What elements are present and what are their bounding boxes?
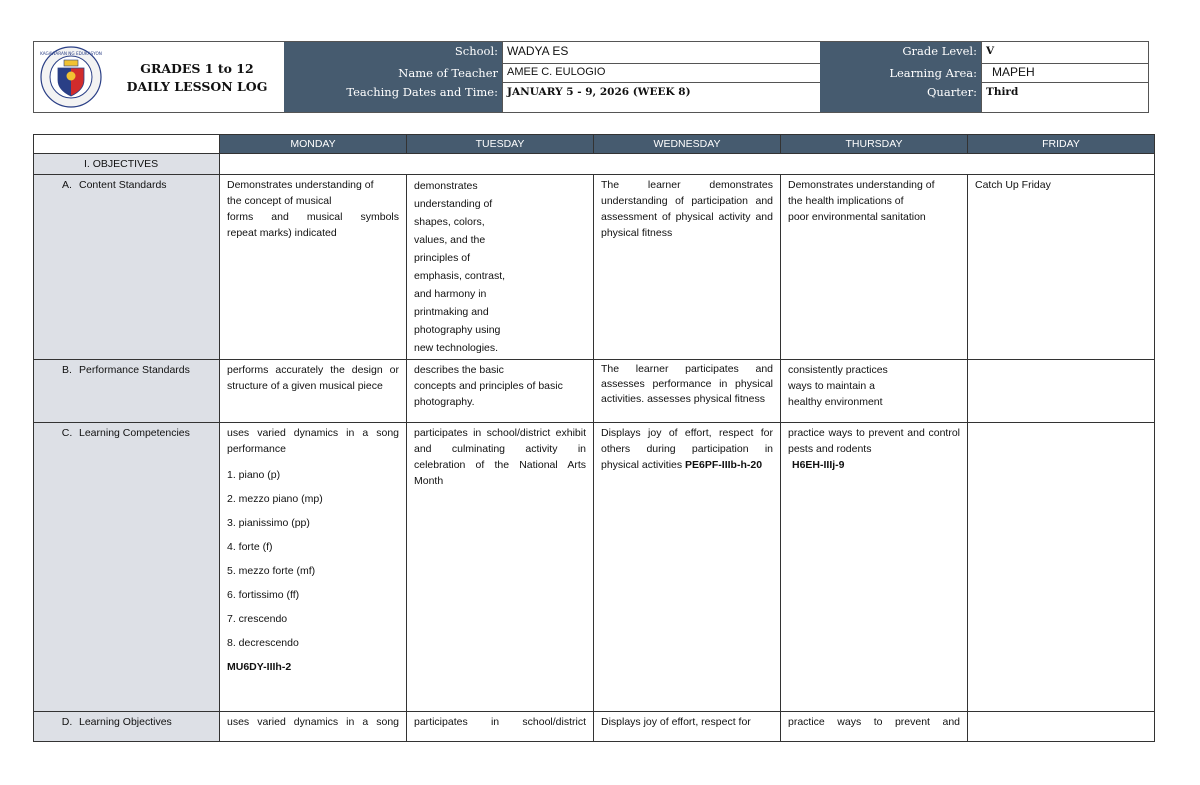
day-friday: FRIDAY — [968, 135, 1155, 154]
teacher-value[interactable]: AMEE C. EULOGIO — [502, 64, 820, 83]
learning-objectives-row — [34, 712, 1155, 742]
quarter-value[interactable]: Third — [981, 83, 1148, 112]
text-line: the health implications of — [788, 195, 904, 207]
performance-friday[interactable] — [968, 360, 1155, 423]
performance-wednesday[interactable]: The learner participates and assesses performance in physical activities. assesses physical fitness — [594, 360, 781, 423]
objectives-thursday[interactable]: practice ways to prevent and — [781, 712, 968, 742]
header-row-dates — [284, 83, 1148, 112]
section-label: Learning Competencies — [79, 427, 190, 439]
title-grades: GRADES 1 to 12 — [140, 61, 254, 76]
objectives-tuesday[interactable]: participates in school/district — [407, 712, 594, 742]
content-thursday[interactable] — [781, 175, 968, 360]
performance-tuesday[interactable] — [407, 360, 594, 423]
header-row-school — [284, 42, 1148, 64]
text-line: Demonstrates understanding of — [788, 179, 935, 191]
competencies-monday[interactable] — [220, 423, 407, 712]
section-letter: B. — [62, 364, 72, 376]
text-line: emphasis, contrast, — [414, 270, 506, 282]
performance-monday[interactable]: performs accurately the design or structure of a given musical piece — [220, 360, 407, 423]
list-item: 7. crescendo — [227, 613, 288, 625]
section-letter: C. — [61, 427, 73, 439]
list-item: 6. fortissimo (ff) — [227, 589, 300, 601]
text-line: new technologies. — [414, 342, 499, 354]
text-line: Demonstrates understanding of — [227, 179, 374, 191]
objectives-wednesday[interactable]: Displays joy of effort, respect for — [594, 712, 781, 742]
learning-objectives-heading — [34, 712, 220, 742]
objectives-span-cell — [220, 154, 1155, 175]
days-header-row — [34, 135, 1155, 154]
list-item: 8. decrescendo — [227, 637, 299, 649]
grade-level-value[interactable]: V — [981, 42, 1148, 64]
competency-code: PE6PF-IIIb-h-20 — [685, 459, 763, 471]
school-label: School: — [284, 42, 502, 64]
grade-level-label: Grade Level: — [820, 42, 981, 64]
page-title — [112, 60, 282, 96]
text-line: understanding of — [414, 198, 493, 210]
learning-area-value[interactable]: MAPEH — [981, 64, 1148, 83]
text-line: healthy environment — [788, 396, 883, 408]
content-friday[interactable]: Catch Up Friday — [968, 175, 1155, 360]
dynamics-list — [227, 467, 399, 675]
text-line: forms and musical symbols — [227, 211, 399, 223]
text-line: repeat marks) indicated — [227, 227, 337, 239]
text-line: values, and the — [414, 234, 486, 246]
text-line: demonstrates — [414, 180, 478, 192]
list-item: 4. forte (f) — [227, 541, 273, 553]
dates-label: Teaching Dates and Time: — [284, 83, 502, 112]
section-label: Learning Objectives — [79, 716, 172, 728]
learning-area-label: Learning Area: — [820, 64, 981, 83]
competency-intro: uses varied dynamics in a song performance — [227, 427, 399, 455]
quarter-label: Quarter: — [820, 83, 981, 112]
text-line: shapes, colors, — [414, 216, 485, 228]
list-item: 1. piano (p) — [227, 469, 281, 481]
content-tuesday[interactable] — [407, 175, 594, 360]
competency-code: H6EH-IIIj-9 — [792, 459, 845, 471]
content-standards-row — [34, 175, 1155, 360]
list-item: 5. mezzo forte (mf) — [227, 565, 316, 577]
competency-text: practice ways to prevent and control pests and rodents — [788, 427, 960, 455]
day-thursday: THURSDAY — [781, 135, 968, 154]
competency-text: Displays joy of effort, respect for others during participation in physical activities — [601, 427, 773, 471]
performance-standards-heading — [34, 360, 220, 423]
competency-code: MU6DY-IIIh-2 — [227, 661, 292, 673]
competencies-friday[interactable] — [968, 423, 1155, 712]
corner-cell — [34, 135, 220, 154]
section-label: Performance Standards — [79, 364, 190, 376]
dates-value[interactable]: JANUARY 5 - 9, 2026 (WEEK 8) — [502, 83, 820, 112]
text-line: ways to maintain a — [788, 380, 875, 392]
text-line: describes the basic — [414, 364, 504, 376]
competencies-wednesday[interactable] — [594, 423, 781, 712]
text-line: and harmony in — [414, 288, 487, 300]
text-line: principles of — [414, 252, 471, 264]
title-dll: DAILY LESSON LOG — [126, 79, 268, 94]
objectives-friday[interactable] — [968, 712, 1155, 742]
header-row-teacher — [284, 64, 1148, 83]
competencies-tuesday[interactable]: participates in school/district exhibit and culminating activity in celebration of the National Arts Month — [407, 423, 594, 712]
list-item: 3. pianissimo (pp) — [227, 517, 310, 529]
learning-competencies-row — [34, 423, 1155, 712]
list-item: 2. mezzo piano (mp) — [227, 493, 323, 505]
header-block — [33, 41, 1149, 113]
objectives-monday[interactable]: uses varied dynamics in a song — [220, 712, 407, 742]
day-wednesday: WEDNESDAY — [594, 135, 781, 154]
logo-area — [34, 42, 285, 112]
content-monday[interactable] — [220, 175, 407, 360]
text-line: printmaking and — [414, 306, 489, 318]
objectives-heading: I. OBJECTIVES — [34, 154, 220, 175]
performance-standards-row — [34, 360, 1155, 423]
text-line: photography using — [414, 324, 501, 336]
section-letter: A. — [62, 179, 72, 191]
deped-seal — [40, 46, 102, 108]
section-label: Content Standards — [79, 179, 167, 191]
text-line: the concept of musical — [227, 195, 332, 207]
content-wednesday[interactable]: The learner demonstrates understanding of participation and assessment of physical activity and physical fitness — [594, 175, 781, 360]
learning-competencies-heading — [34, 423, 220, 712]
competencies-thursday[interactable] — [781, 423, 968, 712]
day-tuesday: TUESDAY — [407, 135, 594, 154]
teacher-label: Name of Teacher — [284, 64, 502, 83]
section-letter: D. — [61, 716, 73, 728]
day-monday: MONDAY — [220, 135, 407, 154]
objectives-row — [34, 154, 1155, 175]
text-line: consistently practices — [788, 364, 888, 376]
performance-thursday[interactable] — [781, 360, 968, 423]
content-standards-heading — [34, 175, 220, 360]
lesson-log-table — [33, 134, 1155, 742]
text-line: concepts and principles of basic photography. — [414, 380, 563, 408]
text-line: poor environmental sanitation — [788, 211, 926, 223]
school-value[interactable]: WADYA ES — [502, 42, 820, 64]
seal-text: KAGAWARAN NG EDUKASYON — [40, 51, 102, 56]
